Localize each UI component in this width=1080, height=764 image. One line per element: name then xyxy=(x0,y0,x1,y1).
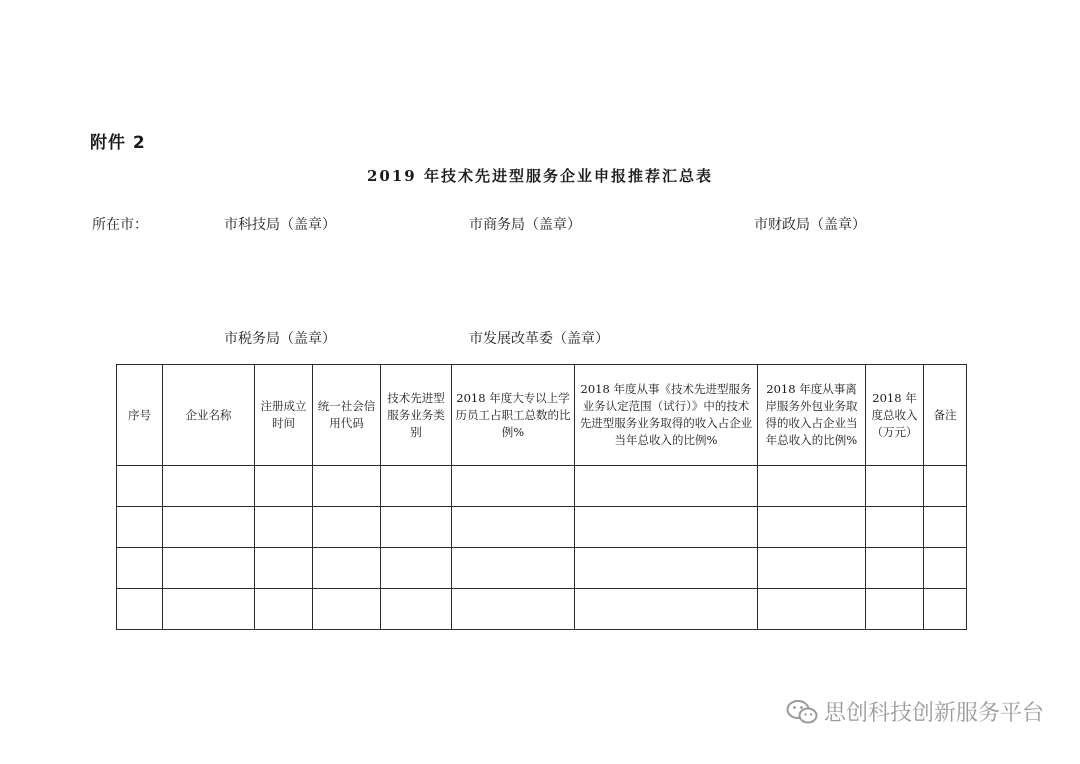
table-cell xyxy=(924,589,967,630)
header-row xyxy=(117,365,967,466)
table-cell xyxy=(313,548,381,589)
finance-bureau-label: 市财政局（盖章） xyxy=(754,217,866,233)
table-cell xyxy=(163,589,255,630)
table-cell xyxy=(255,589,313,630)
tax-bureau-label: 市税务局（盖章） xyxy=(224,331,336,347)
header-remarks: 备注 xyxy=(924,365,967,466)
table-row xyxy=(117,548,967,589)
commerce-bureau-label: 市商务局（盖章） xyxy=(469,217,581,233)
table-cell xyxy=(381,466,452,507)
table-cell xyxy=(575,589,758,630)
city-label: 所在市： xyxy=(92,217,148,233)
table-cell xyxy=(255,548,313,589)
watermark xyxy=(786,696,1044,727)
table-cell xyxy=(117,589,163,630)
table-cell xyxy=(452,589,575,630)
table-cell xyxy=(313,589,381,630)
science-bureau-label: 市科技局（盖章） xyxy=(224,217,336,233)
page-title: 2019 年技术先进型服务企业申报推荐汇总表 xyxy=(367,167,713,185)
table-cell xyxy=(163,466,255,507)
wechat-icon xyxy=(786,699,818,725)
table-cell xyxy=(255,507,313,548)
header-company-name: 企业名称 xyxy=(163,365,255,466)
table-cell xyxy=(924,507,967,548)
table-row xyxy=(117,466,967,507)
table-cell xyxy=(163,548,255,589)
summary-table xyxy=(116,364,967,630)
table-cell xyxy=(313,466,381,507)
table-cell xyxy=(117,507,163,548)
attachment-label: 附件 2 xyxy=(90,133,146,153)
header-total-income: 2018 年度总收入（万元） xyxy=(866,365,924,466)
header-registration-date: 注册成立时间 xyxy=(255,365,313,466)
table-cell xyxy=(575,507,758,548)
table-cell xyxy=(117,548,163,589)
table-cell xyxy=(255,466,313,507)
table-cell xyxy=(452,548,575,589)
table-cell xyxy=(163,507,255,548)
table-cell xyxy=(117,466,163,507)
table-cell xyxy=(866,507,924,548)
table-cell xyxy=(575,548,758,589)
table-cell xyxy=(575,466,758,507)
table-cell xyxy=(866,589,924,630)
table-cell xyxy=(866,466,924,507)
table-cell xyxy=(452,466,575,507)
table-cell xyxy=(758,466,866,507)
table-cell xyxy=(381,589,452,630)
development-commission-label: 市发展改革委（盖章） xyxy=(469,331,609,347)
table-cell xyxy=(381,507,452,548)
header-credit-code: 统一社会信用代码 xyxy=(313,365,381,466)
table-cell xyxy=(452,507,575,548)
watermark-text: 思创科技创新服务平台 xyxy=(823,701,1044,726)
table-cell xyxy=(924,548,967,589)
table-body xyxy=(117,466,967,630)
header-serial-no: 序号 xyxy=(117,365,163,466)
table-cell xyxy=(381,548,452,589)
table-row xyxy=(117,589,967,630)
header-service-category: 技术先进型服务业务类别 xyxy=(381,365,452,466)
table-row xyxy=(117,507,967,548)
table-cell xyxy=(924,466,967,507)
table-cell xyxy=(313,507,381,548)
table-cell xyxy=(866,548,924,589)
table-cell xyxy=(758,507,866,548)
header-advanced-service-income-ratio: 2018 年度从事《技术先进型服务业务认定范围（试行）》中的技术先进型服务业务取得的收入占企业当年总收入的比例% xyxy=(575,365,758,466)
header-college-staff-ratio: 2018 年度大专以上学历员工占职工总数的比例% xyxy=(452,365,575,466)
table-cell xyxy=(758,589,866,630)
header-offshore-outsourcing-income-ratio: 2018 年度从事离岸服务外包业务取得的收入占企业当年总收入的比例% xyxy=(758,365,866,466)
table-cell xyxy=(758,548,866,589)
